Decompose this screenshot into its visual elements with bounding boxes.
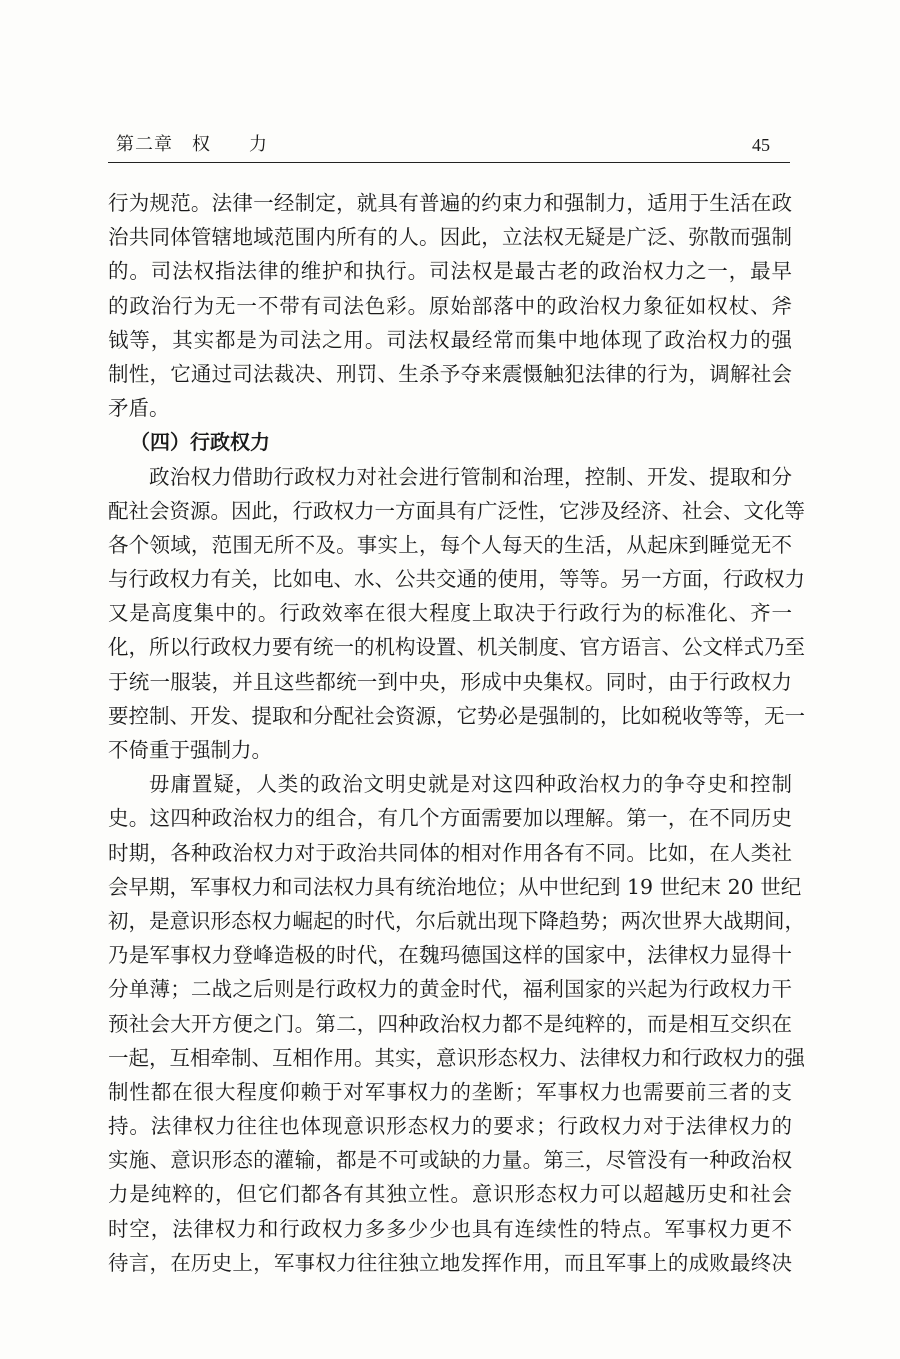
- text-line: 待言，在历史上，军事权力往往独立地发挥作用，而且军事上的成败最终决: [108, 1250, 792, 1275]
- text-line: 各个领域，范围无所不及。事实上，每个人每天的生活，从起床到睡觉无不: [108, 532, 792, 557]
- paragraph: [108, 767, 805, 1280]
- running-head: [108, 127, 790, 157]
- text-line: 又是高度集中的。行政效率在很大程度上取决于行政行为的标准化、齐一: [108, 601, 792, 626]
- text-line: 化，所以行政权力要有统一的机构设置、机关制度、官方语言、公文样式乃至: [108, 635, 805, 660]
- page-number: 45: [752, 135, 770, 155]
- text-line: 预社会大开方便之门。第二，四种政治权力都不是纯粹的，而是相互交织在: [108, 1011, 792, 1036]
- text-line: 要控制、开发、提取和分配社会资源，它势必是强制的，比如税收等等，无一: [108, 703, 805, 728]
- text-line: 制性，它通过司法裁决、刑罚、生杀予夺来震慑触犯法律的行为，调解社会: [108, 361, 792, 386]
- text-line: 钺等，其实都是为司法之用。司法权最经常而集中地体现了政治权力的强: [108, 327, 792, 352]
- body-text: [108, 186, 805, 1280]
- text-line: 治共同体管辖地域范围内所有的人。因此，立法权无疑是广泛、弥散而强制: [108, 225, 792, 250]
- text-line: 一起，互相牵制、互相作用。其实，意识形态权力、法律权力和行政权力的强: [108, 1045, 805, 1070]
- chapter-title: 第二章 权 力: [116, 134, 268, 155]
- text-line: 会早期，军事权力和司法权力具有统治地位；从中世纪到 19 世纪末 20 世纪: [108, 874, 802, 899]
- text-line: 毋庸置疑，人类的政治文明史就是对这四种政治权力的争夺史和控制: [149, 772, 792, 797]
- text-line: 时期，各种政治权力对于政治共同体的相对作用各有不同。比如，在人类社: [108, 840, 792, 865]
- header-rule: [108, 162, 790, 163]
- text-line: 与行政权力有关，比如电、水、公共交通的使用，等等。另一方面，行政权力: [108, 567, 805, 592]
- text-line: 持。法律权力往往也体现意识形态权力的要求；行政权力对于法律权力的: [108, 1114, 792, 1139]
- text-line: 分单薄；二战之后则是行政权力的黄金时代，福利国家的兴起为行政权力干: [108, 977, 792, 1002]
- text-line: 力是纯粹的，但它们都各有其独立性。意识形态权力可以超越历史和社会: [108, 1182, 792, 1207]
- text-line: 实施、意识形态的灌输，都是不可或缺的力量。第三，尽管没有一种政治权: [108, 1148, 792, 1173]
- section-heading: （四）行政权力: [130, 430, 270, 455]
- text-line: 乃是军事权力登峰造极的时代，在魏玛德国这样的国家中，法律权力显得十: [108, 943, 792, 968]
- text-line: 的。司法权指法律的维护和执行。司法权是最古老的政治权力之一，最早: [108, 259, 792, 284]
- text-line: 于统一服装，并且这些都统一到中央，形成中央集权。同时，由于行政权力: [108, 669, 792, 694]
- text-line: 不倚重于强制力。: [108, 738, 272, 762]
- text-line: 矛盾。: [108, 396, 170, 421]
- text-line: 配社会资源。因此，行政权力一方面具有广泛性，它涉及经济、社会、文化等: [108, 498, 805, 523]
- paragraph: [108, 460, 805, 768]
- text-line: 的政治行为无一不带有司法色彩。原始部落中的政治权力象征如权杖、斧: [108, 293, 792, 318]
- text-line: 制性都在很大程度仰赖于对军事权力的垄断；军事权力也需要前三者的支: [108, 1079, 792, 1104]
- text-line: 初，是意识形态权力崛起的时代，尔后就出现下降趋势；两次世界大战期间，: [108, 908, 805, 933]
- text-line: 行为规范。法律一经制定，就具有普遍的约束力和强制力，适用于生活在政: [108, 191, 792, 215]
- text-line: 政治权力借助行政权力对社会进行管制和治理，控制、开发、提取和分: [149, 464, 792, 489]
- text-line: 时空，法律权力和行政权力多多少少也具有连续性的特点。军事权力更不: [108, 1216, 792, 1241]
- paragraph: [108, 186, 792, 425]
- text-line: 史。这四种政治权力的组合，有几个方面需要加以理解。第一，在不同历史: [108, 806, 792, 831]
